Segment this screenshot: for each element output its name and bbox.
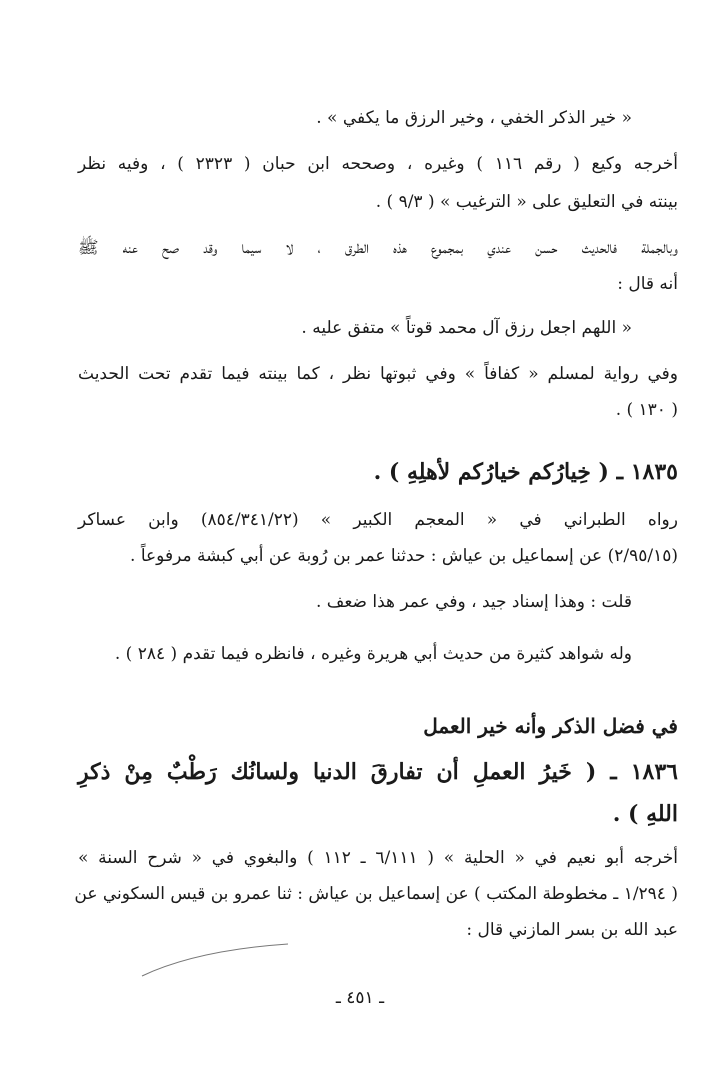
hadith-1835-line-2: (٢/٩٥/١٥) عن إسماعيل بن عياش : حدثنا عمر بن رُوبة عن أبي كبشة مرفوعاً .	[130, 546, 678, 566]
paragraph-1: « خير الذكر الخفي ، وخير الرزق ما يكفي » .	[316, 108, 632, 128]
paragraph-5: أنه قال :	[617, 274, 678, 294]
hadith-1835-heading: ١٨٣٥ ـ ( خِيارُكم خيارُكم لأهلِهِ ) .	[373, 459, 678, 485]
paragraph-2: أخرجه وكيع ( رقم ١١٦ ) وغيره ، وصححه ابن حبان ( ٢٣٢٣ ) ، وفيه نظر	[78, 154, 678, 174]
hadith-1836-line-3: عبد الله بن بسر المازني قال :	[466, 920, 678, 940]
paragraph-6: « اللهم اجعل رزق آل محمد قوتاً » متفق عليه .	[301, 318, 632, 338]
section-title: في فضل الذكر وأنه خير العمل	[423, 714, 678, 738]
paragraph-4: وبالجملة فالحديث حسن عندي بمجموع هذه الطرق ، لا سيما وقد صح عنه ﷺ	[78, 238, 678, 258]
hadith-1836-line-2: ( ١/٢٩٤ ـ مخطوطة المكتب ) عن إسماعيل بن عياش : ثنا عمرو بن قيس السكوني عن	[74, 884, 678, 904]
hadith-1836-heading-line-2: اللهِ ) .	[612, 801, 678, 827]
hadith-1835-line-4: وله شواهد كثيرة من حديث أبي هريرة وغيره ، فانظره فيما تقدم ( ٢٨٤ ) .	[114, 644, 632, 664]
footnote-separator	[140, 940, 290, 980]
paragraph-3: بينته في التعليق على « الترغيب » ( ٩/٣ ) .	[375, 192, 678, 212]
paragraph-7: وفي رواية لمسلم « كفافاً » وفي ثبوتها نظر ، كما بينته فيما تقدم تحت الحديث	[78, 364, 678, 384]
hadith-1836-line-1: أخرجه أبو نعيم في « الحلية » ( ٦/١١١ ـ ١١٢ ) والبغوي في « شرح السنة »	[78, 848, 679, 868]
hadith-1836-heading-line-1: ١٨٣٦ ـ ( خَيرُ العملِ أن تفارقَ الدنيا ولسانُك رَطْبٌ مِنْ ذكرِ	[78, 759, 678, 785]
page-number: ـ ٤٥١ ـ	[335, 988, 385, 1008]
hadith-1835-line-1: رواه الطبراني في « المعجم الكبير » (٨٥٤/٣٤١/٢٢) وابن عساكر	[78, 510, 678, 530]
hadith-1835-line-3: قلت : وهذا إسناد جيد ، وفي عمر هذا ضعف .	[315, 592, 632, 612]
paragraph-8: ( ١٣٠ ) .	[615, 400, 678, 420]
